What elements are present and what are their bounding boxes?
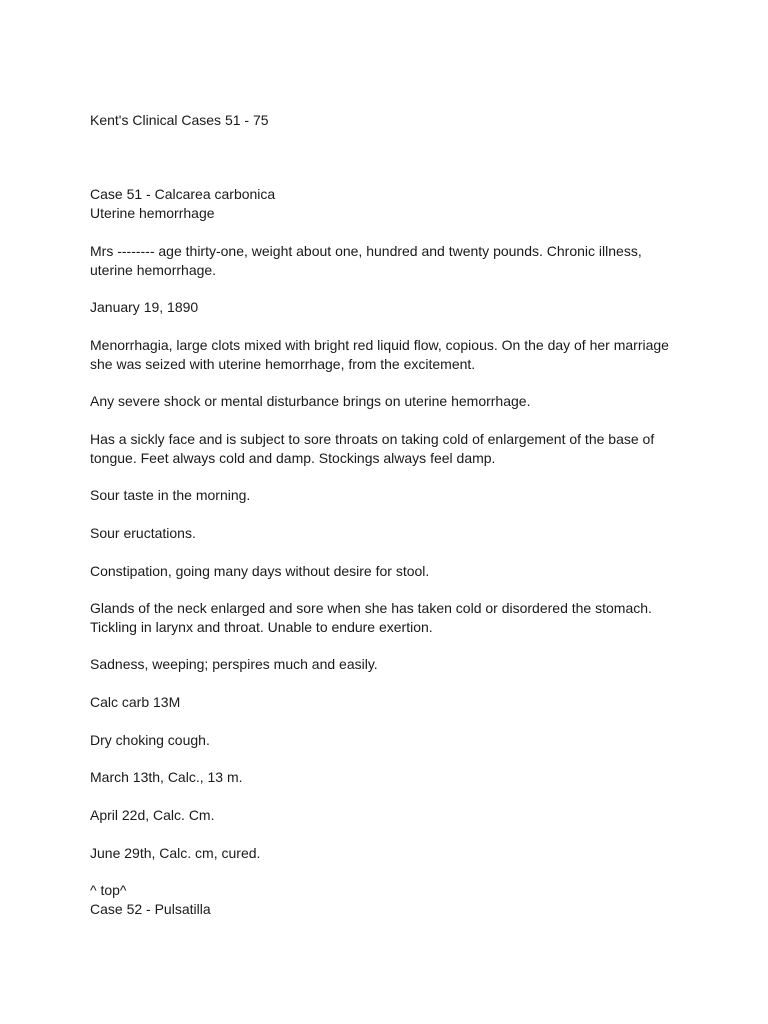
case-51-subheading: Uterine hemorrhage bbox=[90, 205, 215, 221]
march-entry: March 13th, Calc., 13 m. bbox=[90, 769, 243, 785]
april-entry: April 22d, Calc. Cm. bbox=[90, 807, 215, 823]
case-52-heading: Case 52 - Pulsatilla bbox=[90, 901, 211, 917]
glands-line-1: Glands of the neck enlarged and sore when she has taken cold or disordered the stomach. bbox=[90, 600, 652, 616]
menorrhagia-line-2: she was seized with uterine hemorrhage, from the excitement. bbox=[90, 356, 476, 372]
june-entry: June 29th, Calc. cm, cured. bbox=[90, 845, 261, 861]
top-link[interactable]: ^ top^ bbox=[90, 882, 127, 898]
glands-line-2: Tickling in larynx and throat. Unable to endure exertion. bbox=[90, 619, 433, 635]
constipation-paragraph: Constipation, going many days without desire for stool. bbox=[90, 563, 430, 579]
sickly-face-line-2: tongue. Feet always cold and damp. Stockings always feel damp. bbox=[90, 450, 496, 466]
sadness-paragraph: Sadness, weeping; perspires much and easily. bbox=[90, 656, 378, 672]
case-date: January 19, 1890 bbox=[90, 299, 199, 315]
case-51-heading: Case 51 - Calcarea carbonica bbox=[90, 186, 276, 202]
sickly-face-line-1: Has a sickly face and is subject to sore throats on taking cold of enlargement of the base of bbox=[90, 431, 655, 447]
menorrhagia-line-1: Menorrhagia, large clots mixed with bright red liquid flow, copious. On the day of her marriage bbox=[90, 337, 669, 353]
sour-taste-paragraph: Sour taste in the morning. bbox=[90, 487, 251, 503]
sour-eructations-paragraph: Sour eructations. bbox=[90, 525, 196, 541]
document-title: Kent's Clinical Cases 51 - 75 bbox=[90, 112, 269, 128]
cough-paragraph: Dry choking cough. bbox=[90, 732, 210, 748]
remedy-calc-carb: Calc carb 13M bbox=[90, 694, 181, 710]
shock-paragraph: Any severe shock or mental disturbance brings on uterine hemorrhage. bbox=[90, 393, 531, 409]
patient-description-line-2: uterine hemorrhage. bbox=[90, 262, 217, 278]
patient-description-line-1: Mrs -------- age thirty-one, weight about one, hundred and twenty pounds. Chronic illness, bbox=[90, 243, 642, 259]
